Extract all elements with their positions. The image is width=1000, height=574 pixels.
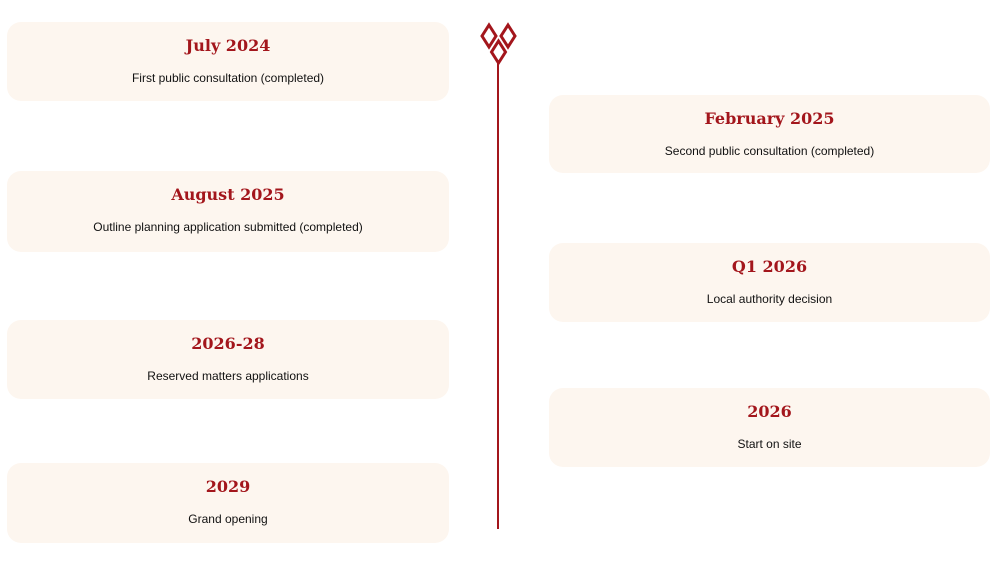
- milestone-card: [549, 95, 990, 173]
- milestone-description: Grand opening: [188, 512, 268, 526]
- milestone-date: 2029: [205, 477, 251, 496]
- milestone-description: Reserved matters applications: [147, 369, 309, 383]
- milestone-date: February 2025: [704, 109, 835, 128]
- milestone-date: 2026-28: [191, 334, 265, 353]
- milestone-description: Outline planning application submitted (completed): [93, 220, 363, 234]
- milestone-description: Start on site: [737, 437, 802, 451]
- milestone-card: [7, 171, 449, 252]
- milestone-card: [549, 388, 990, 467]
- three-diamonds-icon: [478, 22, 520, 68]
- milestone-date: July 2024: [185, 36, 271, 55]
- milestone-card: [549, 243, 990, 322]
- timeline-line: [497, 60, 499, 529]
- milestone-description: Local authority decision: [706, 292, 833, 306]
- milestone-date: August 2025: [171, 185, 285, 204]
- milestone-card: [7, 463, 449, 543]
- milestone-description: First public consultation (completed): [131, 71, 325, 85]
- milestone-date: Q1 2026: [731, 257, 808, 276]
- milestone-description: Second public consultation (completed): [664, 144, 875, 158]
- milestone-card: [7, 320, 449, 399]
- milestone-date: 2026: [747, 402, 792, 421]
- milestone-card: [7, 22, 449, 101]
